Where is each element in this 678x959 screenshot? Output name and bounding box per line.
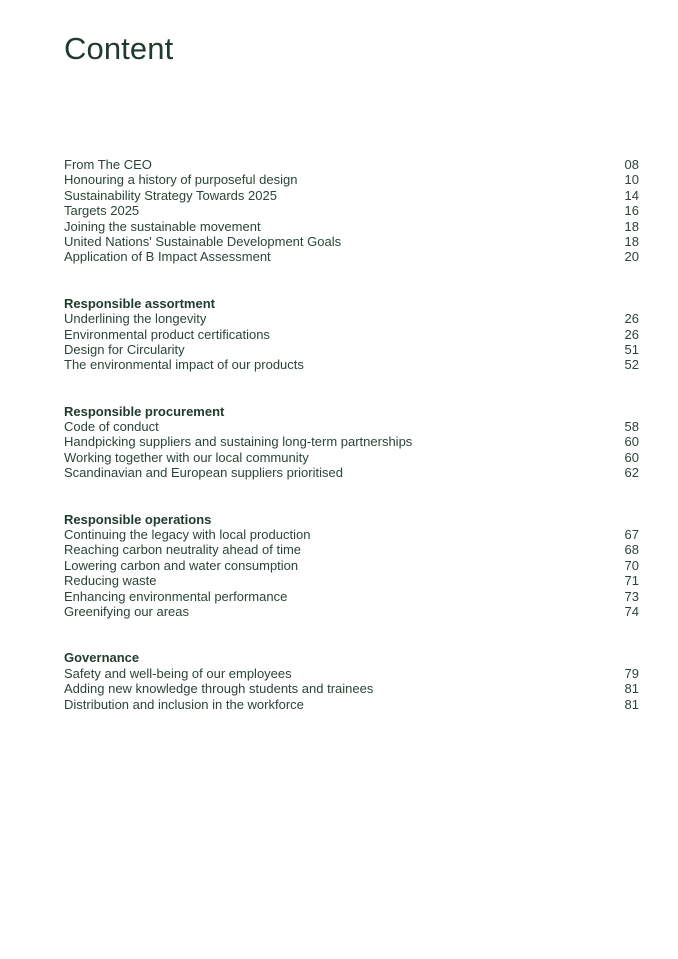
toc-entry[interactable] (64, 589, 639, 604)
toc-entry-label: Handpicking suppliers and sustaining long-term partnerships (64, 434, 413, 450)
toc-entry-page-number: 81 (624, 681, 639, 697)
toc-entry[interactable] (64, 157, 639, 172)
toc-entry[interactable] (64, 357, 639, 372)
toc-entry-page-number: 26 (624, 326, 639, 342)
toc-entry-page-number: 67 (624, 527, 639, 543)
toc-entry-page-number: 71 (624, 573, 639, 589)
toc-entry-label: Greenifying our areas (64, 603, 190, 619)
toc-entry-page-number: 58 (624, 419, 639, 435)
toc-entry-page-number: 60 (624, 434, 639, 450)
toc-entry-page-number: 60 (624, 449, 639, 465)
toc-entry[interactable] (64, 573, 639, 588)
toc-entry[interactable] (64, 203, 639, 218)
toc-entry-label: Enhancing environmental performance (64, 588, 288, 604)
toc-entry[interactable] (64, 342, 639, 357)
toc-entry[interactable] (64, 249, 639, 264)
toc-entry-page-number: 79 (624, 665, 639, 681)
toc-entry[interactable] (64, 219, 639, 234)
toc-entry-label: Safety and well-being of our employees (64, 665, 292, 681)
toc-entry-label: The environmental impact of our products (64, 357, 304, 373)
toc-entry[interactable] (64, 450, 639, 465)
toc-section (64, 157, 639, 265)
toc-entry-label: United Nations' Sustainable Development Goals (64, 233, 342, 249)
toc-entry[interactable] (64, 327, 639, 342)
toc-entry-label: Honouring a history of purposeful design (64, 172, 298, 188)
toc-section (64, 404, 639, 481)
toc-entry[interactable] (64, 434, 639, 449)
toc-entry-page-number: 62 (624, 465, 639, 481)
toc-entry-label: Code of conduct (64, 419, 159, 435)
toc-entry-label: Reaching carbon neutrality ahead of time (64, 542, 302, 558)
toc-entry-page-number: 52 (624, 357, 639, 373)
toc-entry-label: Underlining the longevity (64, 311, 207, 327)
toc-entry-label: Reducing waste (64, 573, 157, 589)
toc-entry[interactable] (64, 419, 639, 434)
toc-entry[interactable] (64, 697, 639, 712)
toc-entry-label: From The CEO (64, 157, 152, 172)
toc-entry-page-number: 08 (624, 157, 639, 172)
toc-entry-page-number: 74 (624, 603, 639, 619)
toc-entry-label: Continuing the legacy with local production (64, 527, 311, 543)
toc-entry[interactable] (64, 558, 639, 573)
toc-entry-label: Application of B Impact Assessment (64, 249, 271, 265)
toc-entry[interactable] (64, 311, 639, 326)
section-heading: Responsible assortment (64, 295, 215, 311)
toc-entry-label: Design for Circularity (64, 341, 185, 357)
toc-entry[interactable] (64, 188, 639, 203)
toc-entry-page-number: 18 (624, 233, 639, 249)
toc-entry[interactable] (64, 527, 639, 542)
toc-entry-label: Distribution and inclusion in the workforce (64, 696, 304, 712)
toc-entry-label: Working together with our local community (64, 449, 309, 465)
section-heading: Responsible operations (64, 511, 212, 527)
toc-entry[interactable] (64, 542, 639, 557)
toc-entry-page-number: 68 (624, 542, 639, 558)
toc-entry[interactable] (64, 234, 639, 249)
page-title: Content (64, 31, 174, 66)
toc-section (64, 512, 639, 620)
section-heading: Responsible procurement (64, 403, 225, 419)
toc-entry-page-number: 10 (624, 172, 639, 188)
toc-entry-page-number: 81 (624, 696, 639, 712)
toc-entry[interactable] (64, 666, 639, 681)
toc-entry-label: Environmental product certifications (64, 326, 270, 342)
toc-entry[interactable] (64, 465, 639, 480)
table-of-contents (64, 157, 639, 712)
toc-entry-page-number: 18 (624, 218, 639, 234)
toc-entry-label: Joining the sustainable movement (64, 218, 261, 234)
toc-entry-label: Lowering carbon and water consumption (64, 557, 299, 573)
toc-entry-page-number: 20 (624, 249, 639, 265)
toc-section (64, 296, 639, 373)
toc-entry-label: Targets 2025 (64, 203, 140, 219)
toc-entry[interactable] (64, 172, 639, 187)
toc-entry-label: Scandinavian and European suppliers prioritised (64, 465, 343, 481)
toc-entry-page-number: 73 (624, 588, 639, 604)
toc-entry[interactable] (64, 681, 639, 696)
section-heading: Governance (64, 650, 140, 666)
toc-section (64, 650, 639, 712)
toc-entry-page-number: 26 (624, 311, 639, 327)
toc-entry-page-number: 70 (624, 557, 639, 573)
toc-entry-page-number: 16 (624, 203, 639, 219)
toc-entry-label: Sustainability Strategy Towards 2025 (64, 187, 277, 203)
toc-entry-page-number: 14 (624, 187, 639, 203)
toc-entry[interactable] (64, 604, 639, 619)
toc-entry-label: Adding new knowledge through students and trainees (64, 681, 374, 697)
toc-entry-page-number: 51 (624, 341, 639, 357)
